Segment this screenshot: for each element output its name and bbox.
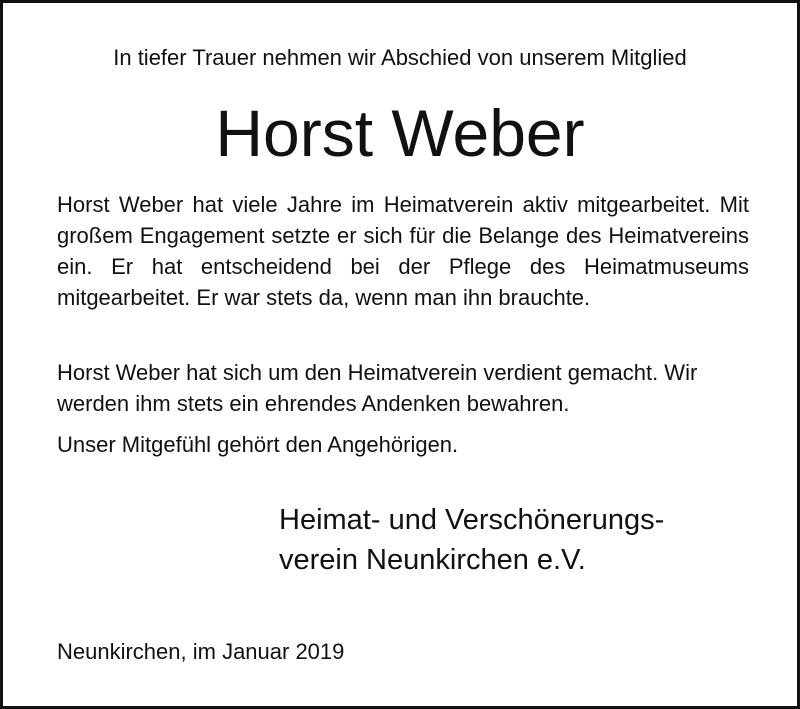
signature-line-1: Heimat- und Verschönerungs- xyxy=(279,504,665,536)
tribute-paragraph: Horst Weber hat viele Jahre im Heimatverein aktiv mitgearbeitet. Mit großem Engagement setzte er sich für die Belange des Heimatvereins ein. Er hat entscheidend bei der Pflege des Heimatmuseums mitgearbeitet. Er war stets da, wenn man ihn brauchte. xyxy=(57,192,749,310)
signature-line-2: verein Neunkirchen e.V. xyxy=(279,544,586,576)
deceased-name: Horst Weber xyxy=(215,96,585,170)
association-signature xyxy=(279,500,779,580)
intro-line: In tiefer Trauer nehmen wir Abschied von unserem Mitglied xyxy=(113,45,687,70)
condolence-paragraph: Unser Mitgefühl gehört den Angehörigen. xyxy=(57,432,459,457)
merit-paragraph: Horst Weber hat sich um den Heimatverein verdient gemacht. Wir werden ihm stets ein ehrendes Andenken bewahren. xyxy=(57,360,698,416)
place-date: Neunkirchen, im Januar 2019 xyxy=(57,639,345,664)
